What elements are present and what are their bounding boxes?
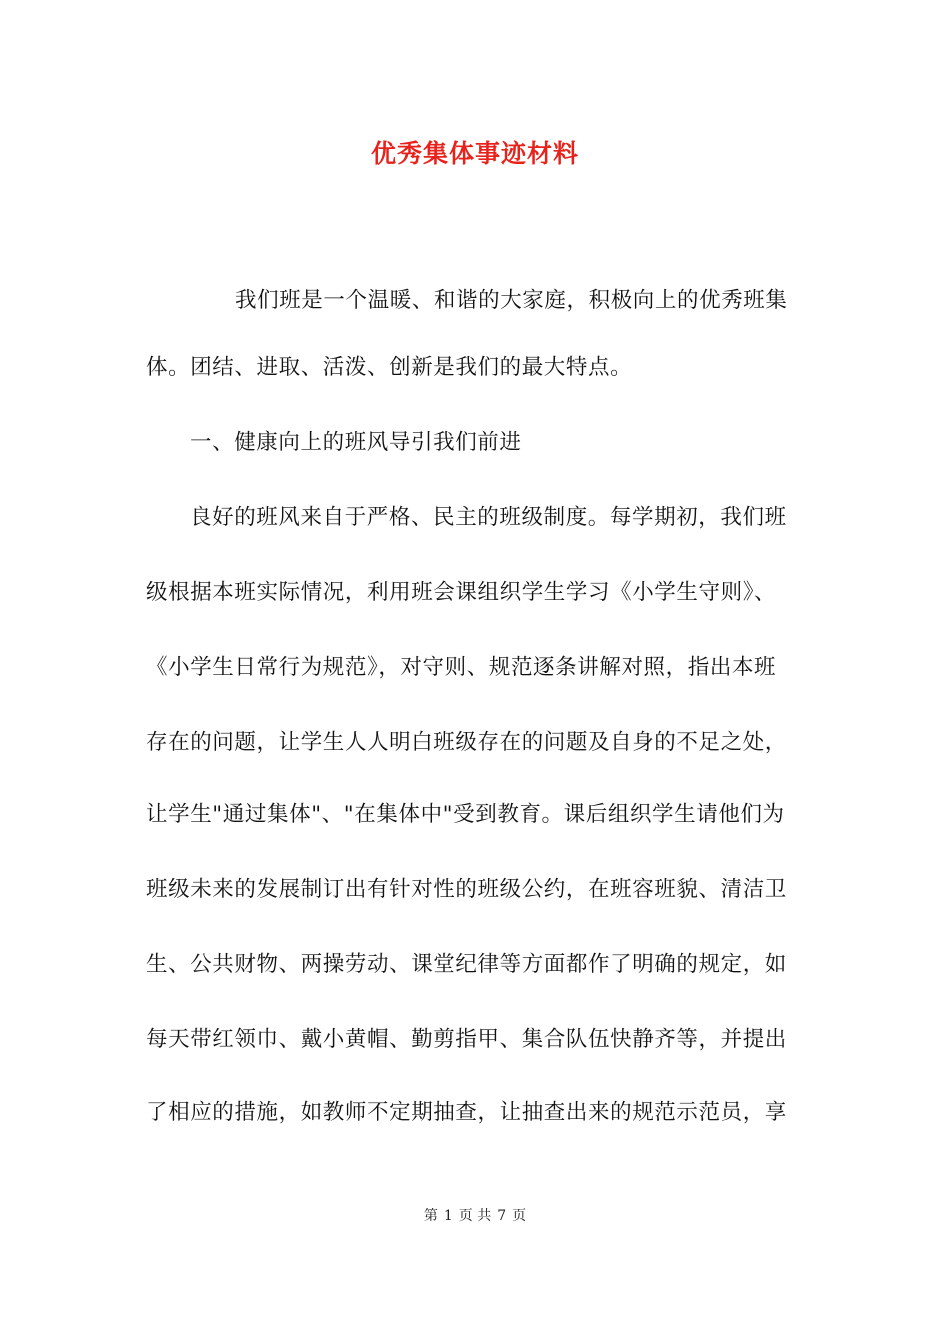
page-footer xyxy=(0,1206,950,1226)
paragraph-line: 良好的班风来自于严格、民主的班级制度。每学期初，我们班 xyxy=(190,505,787,530)
footer-middle: 页 共 xyxy=(458,1208,492,1224)
footer-suffix: 页 xyxy=(512,1208,527,1224)
paragraph-line: 存在的问题，让学生人人明白班级存在的问题及自身的不足之处， xyxy=(146,730,787,755)
footer-page-number: 1 xyxy=(443,1208,453,1224)
document-title: 优秀集体事迹材料 xyxy=(370,139,579,168)
paragraph-line: 让学生"通过集体"、"在集体中"受到教育。课后组织学生请他们为 xyxy=(146,802,785,827)
paragraph-line: 每天带红领巾、戴小黄帽、勤剪指甲、集合队伍快静齐等，并提出 xyxy=(146,1027,787,1052)
paragraph-line: 了相应的措施，如教师不定期抽查，让抽查出来的规范示范员，享 xyxy=(146,1100,787,1125)
footer-total-pages: 7 xyxy=(497,1208,507,1224)
paragraph-line: 我们班是一个温暖、和谐的大家庭，积极向上的优秀班集 xyxy=(235,288,788,313)
paragraph-line: 生、公共财物、两操劳动、课堂纪律等方面都作了明确的规定，如 xyxy=(146,952,787,977)
section-heading: 一、健康向上的班风导引我们前进 xyxy=(190,430,522,455)
paragraph-line: 级根据本班实际情况，利用班会课组织学生学习《小学生守则》、 xyxy=(146,580,777,605)
paragraph-line: 《小学生日常行为规范》，对守则、规范逐条讲解对照，指出本班 xyxy=(146,655,777,680)
paragraph-line: 体。团结、进取、活泼、创新是我们的最大特点。 xyxy=(146,355,633,380)
paragraph-line: 班级未来的发展制订出有针对性的班级公约，在班容班貌、清洁卫 xyxy=(146,877,787,902)
footer-prefix: 第 xyxy=(423,1208,438,1224)
